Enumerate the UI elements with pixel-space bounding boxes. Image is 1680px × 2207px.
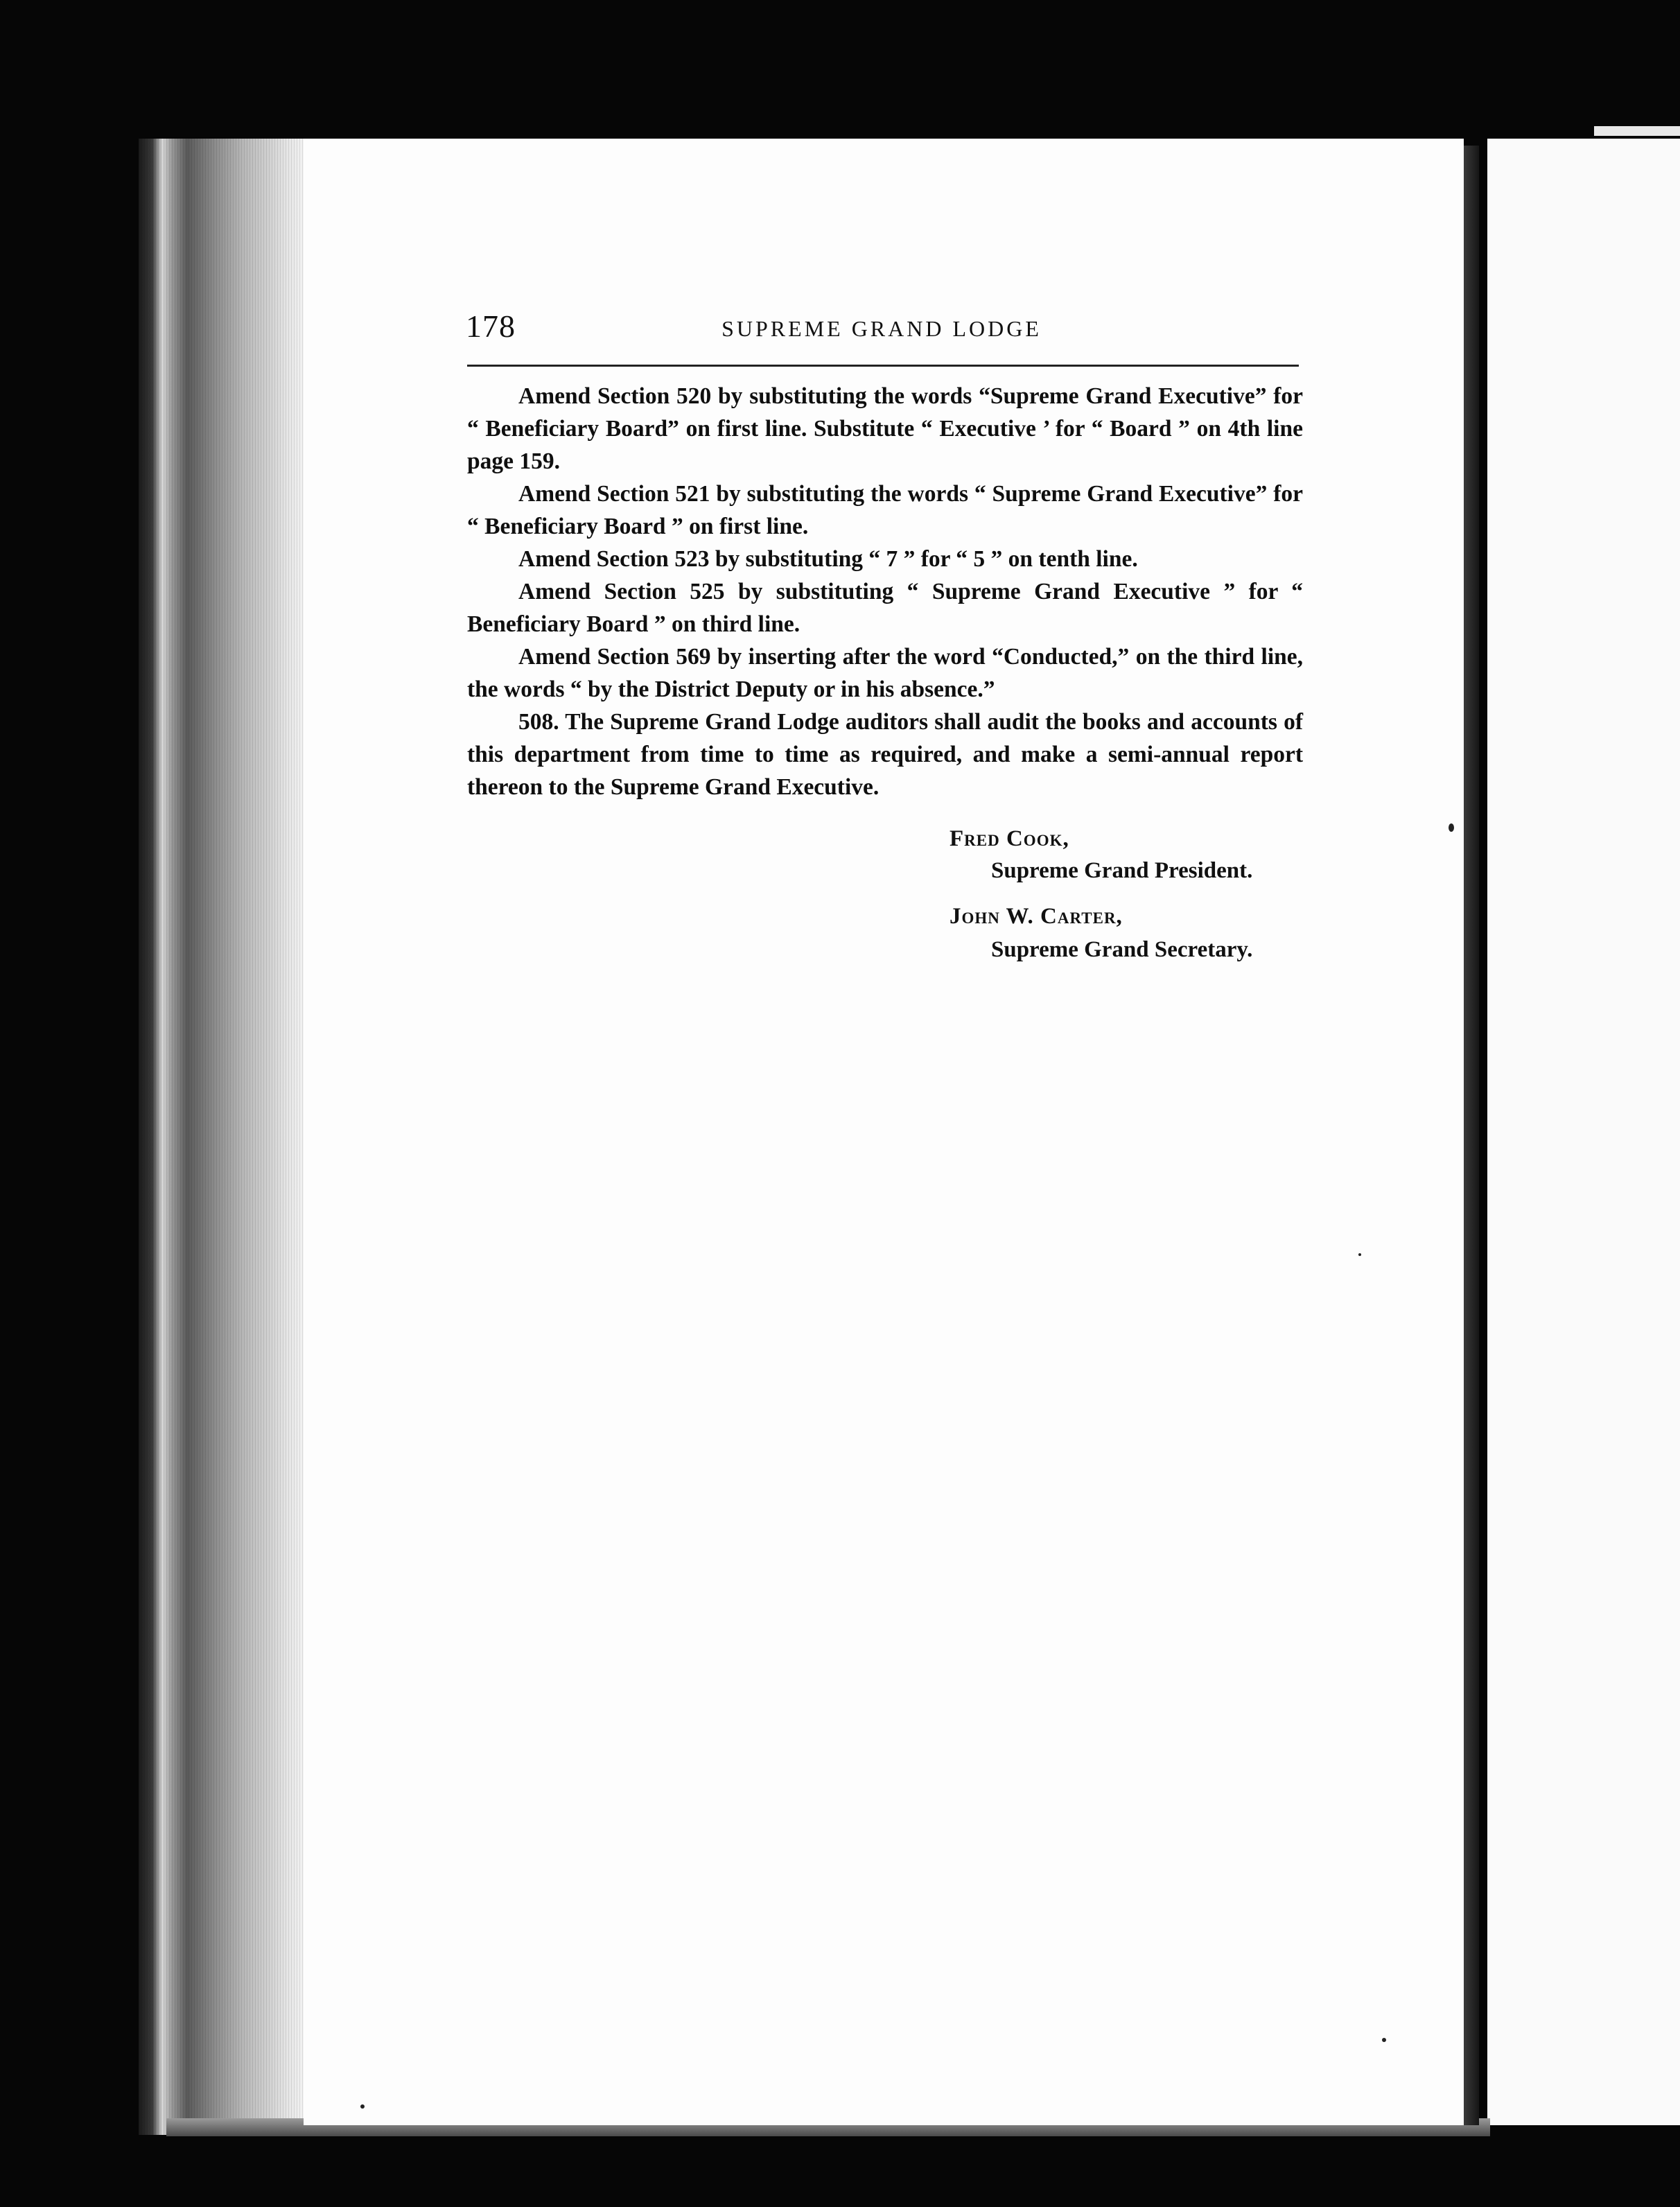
page-stack-edge [139, 139, 304, 2135]
paragraph-amend-569: Amend Section 569 by inserting after the word “Conducted,” on the third line, the words “ by the District Deputy or in his absence.” [467, 644, 1303, 702]
running-head: SUPREME GRAND LODGE [721, 316, 1042, 341]
paragraph-amend-523: Amend Section 523 by substituting “ 7 ” for “ 5 ” on tenth line. [518, 546, 1138, 572]
scan-speck [360, 2104, 365, 2109]
paragraph-amend-521: Amend Section 521 by substituting the words “ Supreme Grand Executive” for “ Beneficiary Board ” on first line. [467, 481, 1303, 539]
scan-speck [1449, 823, 1454, 832]
scan-speck [1358, 1253, 1361, 1256]
facing-page [1487, 139, 1680, 2125]
paragraph-amend-520: Amend Section 520 by substituting the words “Supreme Grand Executive” for “ Beneficiary Board” on first line. Substitute “ Executive ’ for “ Board ” on 4th line page 159. [467, 383, 1303, 474]
signature-title-secretary: Supreme Grand Secretary. [991, 937, 1253, 962]
paragraph-508: 508. The Supreme Grand Lodge auditors shall audit the books and accounts of this department from time to time as required, and make a semi-annual report thereon to the Supreme Grand Executive. [467, 709, 1303, 800]
body-text [467, 380, 1303, 803]
gutter-shadow [1464, 146, 1479, 2125]
facing-page-tab [1594, 126, 1680, 136]
signature-name-secretary: John W. Carter, [950, 904, 1123, 929]
header-rule [467, 365, 1299, 367]
paragraph-amend-525: Amend Section 525 by substituting “ Supreme Grand Executive ” for “ Beneficiary Board ” on third line. [467, 579, 1303, 637]
page-header [466, 305, 1297, 354]
page-number: 178 [466, 308, 516, 344]
scan-speck [1382, 2038, 1386, 2042]
signature-title-president: Supreme Grand President. [991, 858, 1253, 883]
signature-name-president: Fred Cook, [950, 826, 1069, 851]
